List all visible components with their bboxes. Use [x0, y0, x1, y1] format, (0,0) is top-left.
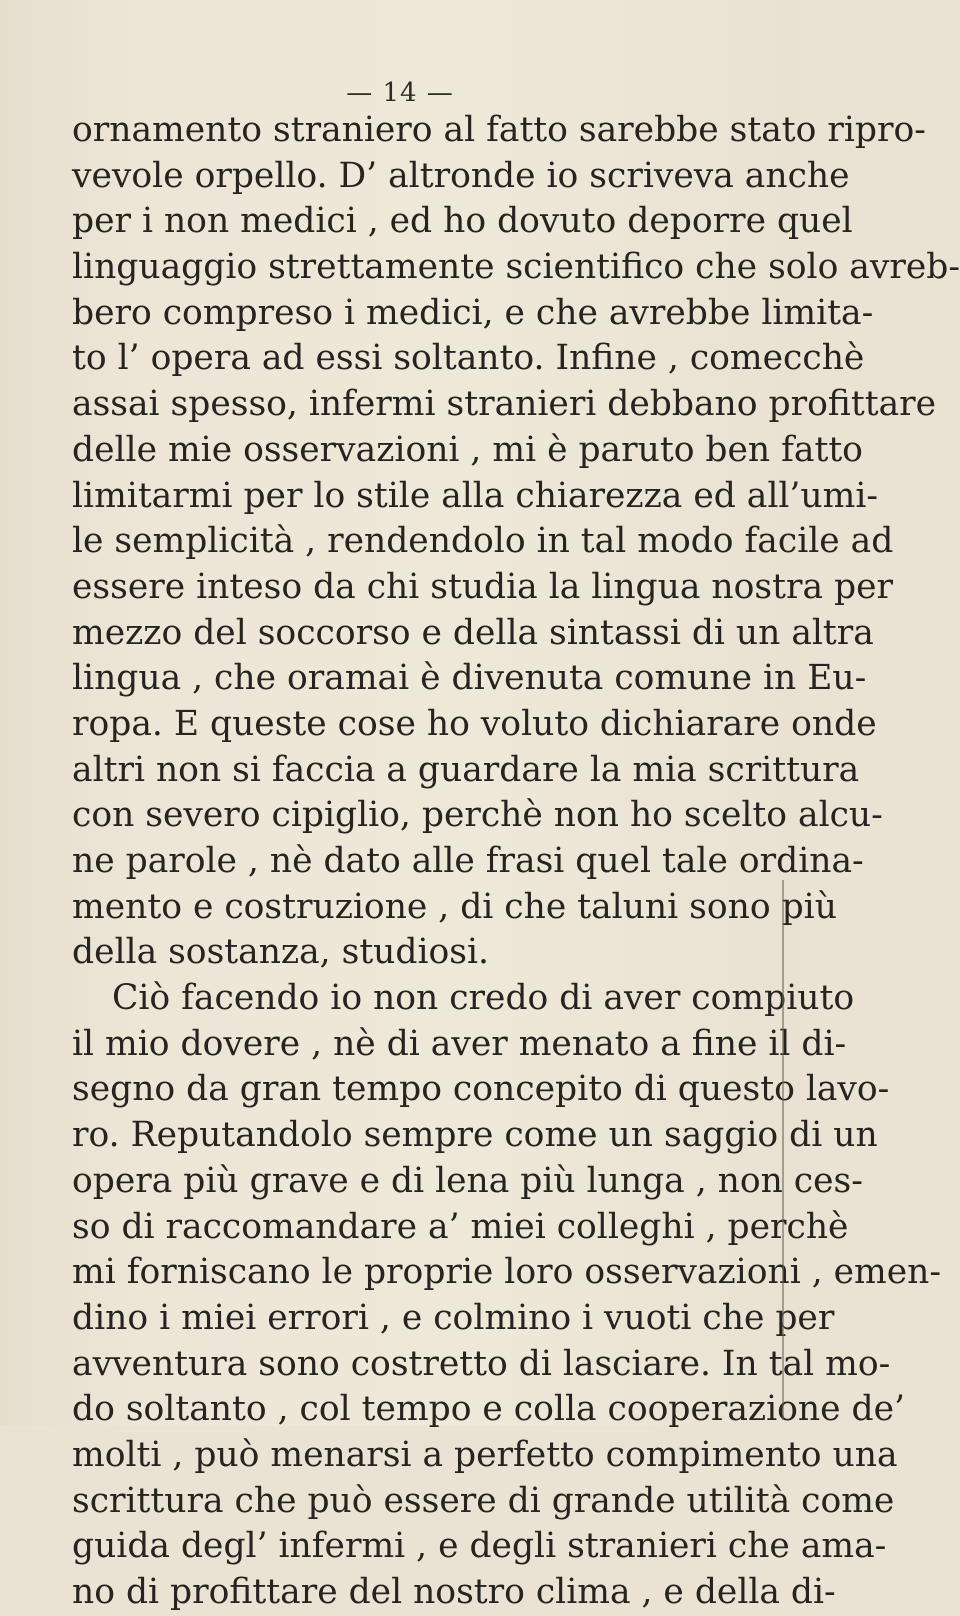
- text-line: mi forniscano le proprie loro osservazioni , emen-: [72, 1252, 942, 1293]
- text-line: con severo cipiglio, perchè non ho scelto alcu-: [72, 795, 883, 836]
- page-number: — 14 —: [346, 78, 454, 108]
- text-line: lingua , che oramai è divenuta comune in Eu-: [72, 658, 867, 699]
- text-line: bero compreso i medici, e che avrebbe limita-: [72, 292, 874, 333]
- text-line: mento e costruzione , di che taluni sono più: [72, 886, 837, 927]
- text-line: vevole orpello. D’ altronde io scriveva anche: [72, 155, 850, 196]
- page-edge-shadow: [782, 880, 790, 1420]
- text-line: do soltanto , col tempo e colla cooperazione de’: [72, 1389, 905, 1430]
- text-line: guida degl’ infermi , e degli stranieri che ama-: [72, 1526, 887, 1567]
- paragraph-start-line: Ciò facendo io non credo di aver compiuto: [112, 978, 855, 1019]
- text-line: mezzo del soccorso e della sintassi di un altra: [72, 612, 874, 653]
- text-line: no di profittare del nostro clima , e della di-: [72, 1572, 836, 1612]
- text-line: linguaggio strettamente scientifico che solo avreb-: [72, 247, 960, 288]
- text-line: avventura sono costretto di lasciare. In tal mo-: [72, 1343, 891, 1384]
- text-line: ropa. E queste cose ho voluto dichiarare onde: [72, 703, 877, 744]
- text-line: scrittura che può essere di grande utilità come: [72, 1480, 895, 1521]
- text-line: essere inteso da chi studia la lingua nostra per: [72, 566, 893, 607]
- text-line: molti , può menarsi a perfetto compimento una: [72, 1434, 898, 1475]
- text-line: le semplicità , rendendolo in tal modo facile ad: [72, 521, 894, 562]
- text-line: dino i miei errori , e colmino i vuoti che per: [72, 1297, 835, 1338]
- text-line: ro. Reputandolo sempre come un saggio di un: [72, 1115, 878, 1156]
- text-line: per i non medici , ed ho dovuto deporre quel: [72, 201, 853, 242]
- text-line: delle mie osservazioni , mi è paruto ben fatto: [72, 429, 863, 470]
- text-line: altri non si faccia a guardare la mia scrittura: [72, 749, 860, 790]
- text-line: to l’ opera ad essi soltanto. Infine , comecchè: [72, 338, 865, 379]
- text-line: so di raccomandare a’ miei colleghi , perchè: [72, 1206, 849, 1247]
- text-line: segno da gran tempo concepito di questo lavo-: [72, 1069, 890, 1110]
- text-line: limitarmi per lo stile alla chiarezza ed all’umi-: [72, 475, 879, 516]
- text-line: il mio dovere , nè di aver menato a fine il di-: [72, 1023, 847, 1064]
- text-line: ornamento straniero al fatto sarebbe stato ripro-: [72, 110, 926, 150]
- body-text: [72, 108, 960, 1616]
- text-line: opera più grave e di lena più lunga , non ces-: [72, 1160, 863, 1201]
- paragraph-end-line: della sostanza, studiosi.: [72, 932, 489, 973]
- text-line: ne parole , nè dato alle frasi quel tale ordina-: [72, 841, 864, 881]
- text-line: assai spesso, infermi stranieri debbano profittare: [72, 384, 937, 425]
